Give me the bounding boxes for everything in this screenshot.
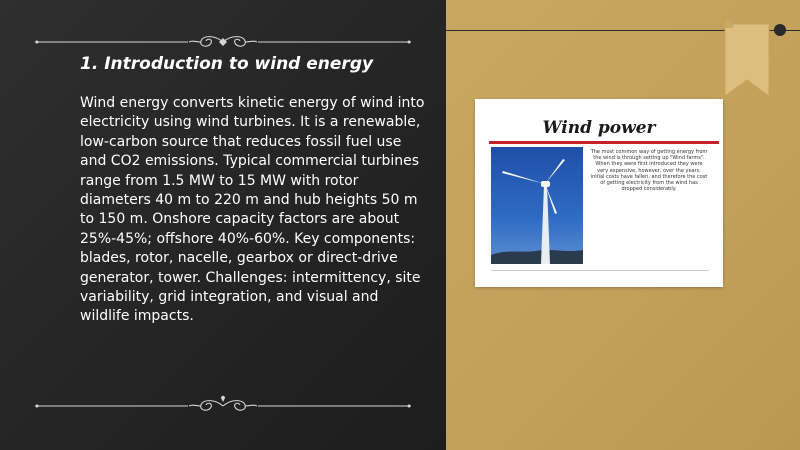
wind-turbine-photo <box>491 147 583 264</box>
card-title: Wind power <box>542 118 656 138</box>
slide-title: 1. Introduction to wind energy <box>80 54 374 74</box>
decorative-dot <box>774 24 786 36</box>
ornament-divider-icon <box>33 394 413 414</box>
slide-body-text: Wind energy converts kinetic energy of wind into electricity using wind turbines. It is a renewable, low-carbon source that reduces fossil fuel use and CO2 emissions. Typical commercial turbines range from 1.5 MW to 15 MW with rotor diameters 40 m to 220 m and hub heights 50 m to 150 m. Onshore capacity factors are about 25%-45%; offshore 40%-60%. Key components: blades, rotor, nacelle, gearbox or direct-drive generator, tower. Challenges: intermittency, site variability, grid integration, and visual and wildlife impacts. <box>80 95 425 325</box>
card-divider <box>491 270 709 271</box>
image-card <box>475 99 723 287</box>
card-accent-line <box>489 141 719 144</box>
bookmark-ribbon-icon <box>717 18 775 100</box>
card-caption-text: The most common way of getting energy from the wind is through setting up "Wind farms". When they were first introduced they were very expensive, however, over the years, initial costs have fallen, and therefore the cost of getting electricity from the wind has dropped considerably. <box>590 149 708 193</box>
ornament-divider-icon <box>33 32 413 52</box>
